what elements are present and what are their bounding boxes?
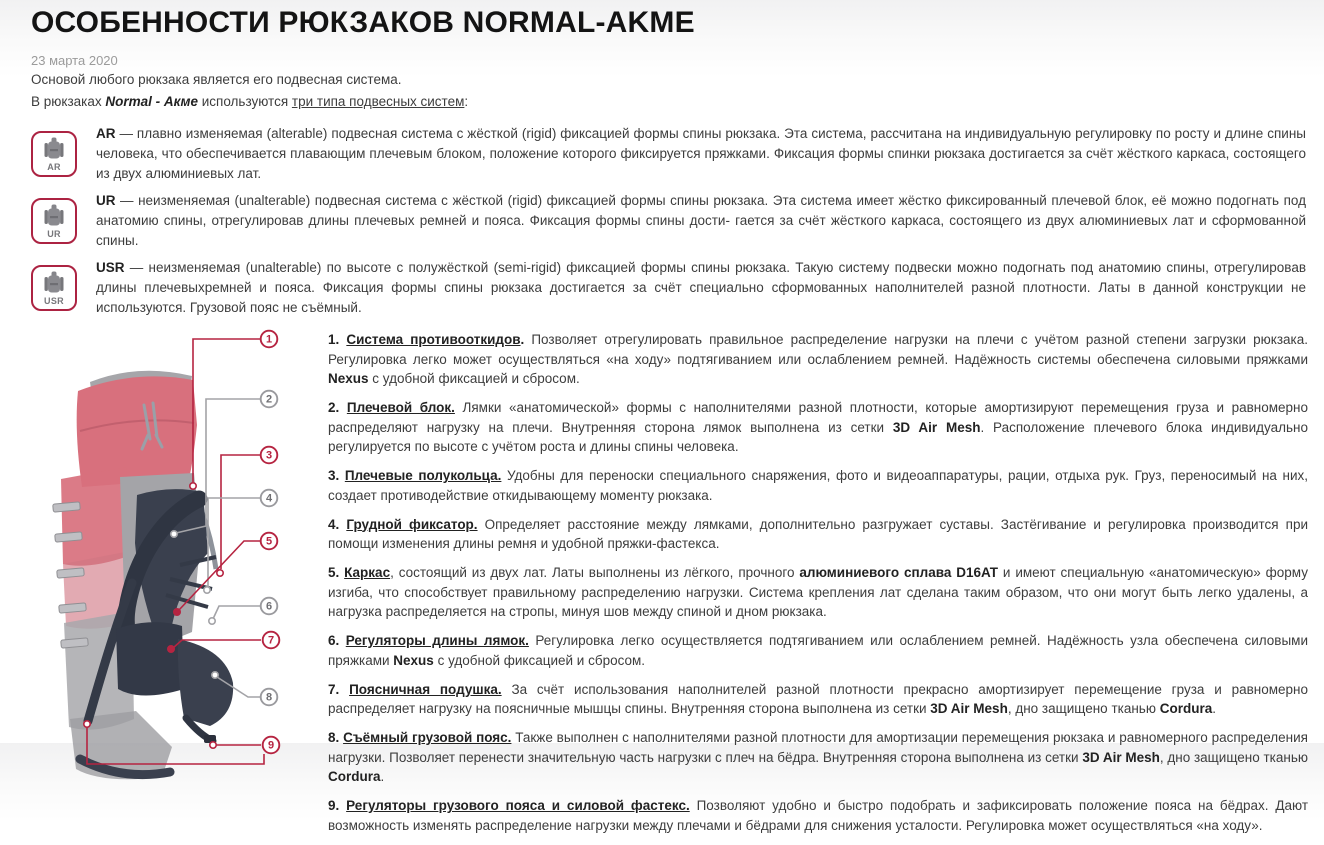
suspension-system-ar	[31, 124, 1306, 184]
svg-text:5: 5	[265, 535, 273, 548]
callout-9	[263, 737, 280, 754]
feature-item-3: 3. Плечевые полукольца. Удобны для переноски специального снаряжения, фото и видеоаппаратуры, рации, отдыха рук. Груз, переносимый на них, создает противодействие откидывающему моменту рюкзака.	[328, 468, 1308, 503]
suspension-system-ur	[31, 191, 1306, 251]
ur-system-label: UR	[47, 229, 61, 239]
ar-system-label: AR	[47, 162, 61, 172]
usr-system-icon	[31, 265, 77, 311]
feature-item-5: 5. Каркас, состоящий из двух лат. Латы выполнены из лёгкого, прочного алюминиевого сплава D16AT и имеют специальную «анатомическую» форму изгиба, что способствует правильному распределению нагрузки. Система крепления лат сделана таким образом, что они могут быть легко удалены, а нагрузка распределяется на стропы, минуя шов между спиной и дном рюкзака.	[328, 565, 1308, 619]
svg-text:4: 4	[265, 492, 273, 505]
article-header	[0, 0, 1324, 111]
suspension-systems-list	[0, 124, 1324, 318]
backpack-illustration	[20, 327, 312, 789]
feature-list	[312, 327, 1324, 845]
svg-text:9: 9	[267, 739, 275, 752]
feature-item-6: 6. Регуляторы длины лямок. Регулировка легко осуществляется подтягиванием или ослаблением ремней. Надёжность узла обеспечена силовыми пряжками Nexus с удобной фиксацией и сбросом.	[328, 633, 1308, 668]
usr-system-label: USR	[44, 296, 64, 306]
backpack-glyph	[42, 136, 66, 164]
ar-system-description: AR — плавно изменяемая (alterable) подвесная система с жёсткой (rigid) фиксацией формы спины рюкзака. Эта система, рассчитана на индивидуальную регулировку по росту и длине спины человека, что обеспечивается плавающим плечевым блоком, положение которого фиксируется пряжками. Фиксация формы спинки рюкзака достигается за счёт жёсткого каркаса, состоящего из двух алюминиевых лат.	[96, 126, 1306, 181]
intro-line-1: Основой любого рюкзака является его подвесная система.	[31, 72, 402, 87]
backpack-glyph	[42, 203, 66, 231]
callout-3	[261, 447, 278, 464]
backpack-diagram	[20, 327, 312, 789]
svg-text:6: 6	[265, 600, 273, 613]
feature-item-1: 1. Система противооткидов. Позволяет отрегулировать правильное распределение нагрузки на плечи с учётом разной степени загрузки рюкзака. Регулировка легко может осуществляться «на ходу» подтягиванием или ослаблением ремней. Надёжность системы обеспечена силовыми пряжками Nexus с удобной фиксацией и сбросом.	[328, 332, 1308, 386]
callout-5	[261, 533, 278, 550]
callout-7	[263, 632, 280, 649]
feature-item-4: 4. Грудной фиксатор. Определяет расстояние между лямками, дополнительно разгружает суставы. Застёгивание и регулировка производится при помощи изменения длины ремня и удобной пряжки-фастекса.	[328, 516, 1308, 551]
usr-system-description: USR — неизменяемая (unalterable) по высоте с полужёсткой (semi-rigid) фиксацией формы спины рюкзака. Такую систему подвески можно подогнать под анатомию спины, отрегулировав длины плечевыхремней и пояса. Фиксация формы спины рюкзака достигается за счёт специально сформованных наполнителей разной плотности. Латы в данной конструкции не используются. Грузовой пояс не съёмный.	[96, 260, 1306, 315]
ar-system-icon	[31, 131, 77, 177]
feature-item-8: 8. Съёмный грузовой пояс. Также выполнен с наполнителями разной плотности для амортизации перемещения рюкзака и равномерного распределения нагрузки. Позволяет перенести значительную часть нагрузки с плеч на бёдра. Внутренняя сторона выполнена из сетки 3D Air Mesh, дно защищено тканью Cordura.	[328, 730, 1309, 784]
feature-item-9: 9. Регуляторы грузового пояса и силовой фастекс. Позволяют удобно и быстро подобрать и зафиксировать положение пояса на бёдрах. Дают возможность изменять распределение нагрузки между плечами и бёдрами для снижения усталости. Регулировка может осуществляться «на ходу».	[328, 798, 1309, 833]
suspension-system-usr	[31, 258, 1306, 318]
backpack-glyph	[42, 270, 66, 298]
intro-line-2: В рюкзаках Normal - Акме используются три типа подвесных систем:	[31, 93, 469, 109]
callout-2	[261, 391, 278, 408]
feature-item-7: 7. Поясничная подушка. За счёт использования наполнителей разной плотности прекрасно амортизирует перемещение груза и равномерно распределяет нагрузку на поясничные мышцы спины. Внутренняя сторона выполнена из сетки 3D Air Mesh, дно защищено тканью Cordura.	[328, 681, 1308, 716]
post-date: 23 марта 2020	[31, 53, 118, 68]
ur-system-icon	[31, 198, 77, 244]
svg-text:1: 1	[265, 333, 273, 346]
page-title: ОСОБЕННОСТИ РЮКЗАКОВ NORMAL-AKME	[31, 6, 695, 39]
svg-text:8: 8	[265, 691, 273, 704]
ur-system-description: UR — неизменяемая (unalterable) подвесная система с жёсткой (rigid) фиксацией формы спины рюкзака. Эта система имеет жёстко фиксированный плечевой блок, её можно подогнать под анатомию спины, отрегулировав длины плечевых ремней и пояса. Фиксация формы спины дости- гается за счёт жёсткого каркаса, состоящего из двух алюминиевых лат и сформованной спины.	[96, 193, 1306, 248]
main-content	[0, 327, 1324, 845]
callout-8	[261, 689, 278, 706]
svg-text:7: 7	[267, 634, 275, 647]
callout-6	[261, 598, 278, 615]
callout-4	[261, 490, 278, 507]
svg-text:3: 3	[265, 449, 273, 462]
feature-item-2: 2. Плечевой блок. Лямки «анатомической» формы с наполнителями разной плотности, которые амортизируют перемещения груза и равномерно распределяют нагрузку на плечи. Внутренняя сторона лямок выполнена из сетки 3D Air Mesh. Расположение плечевого блока индивидуально регулируется по высоте с учётом роста и длины спины человека.	[328, 400, 1308, 454]
svg-text:2: 2	[265, 393, 273, 406]
callout-1	[261, 331, 278, 348]
